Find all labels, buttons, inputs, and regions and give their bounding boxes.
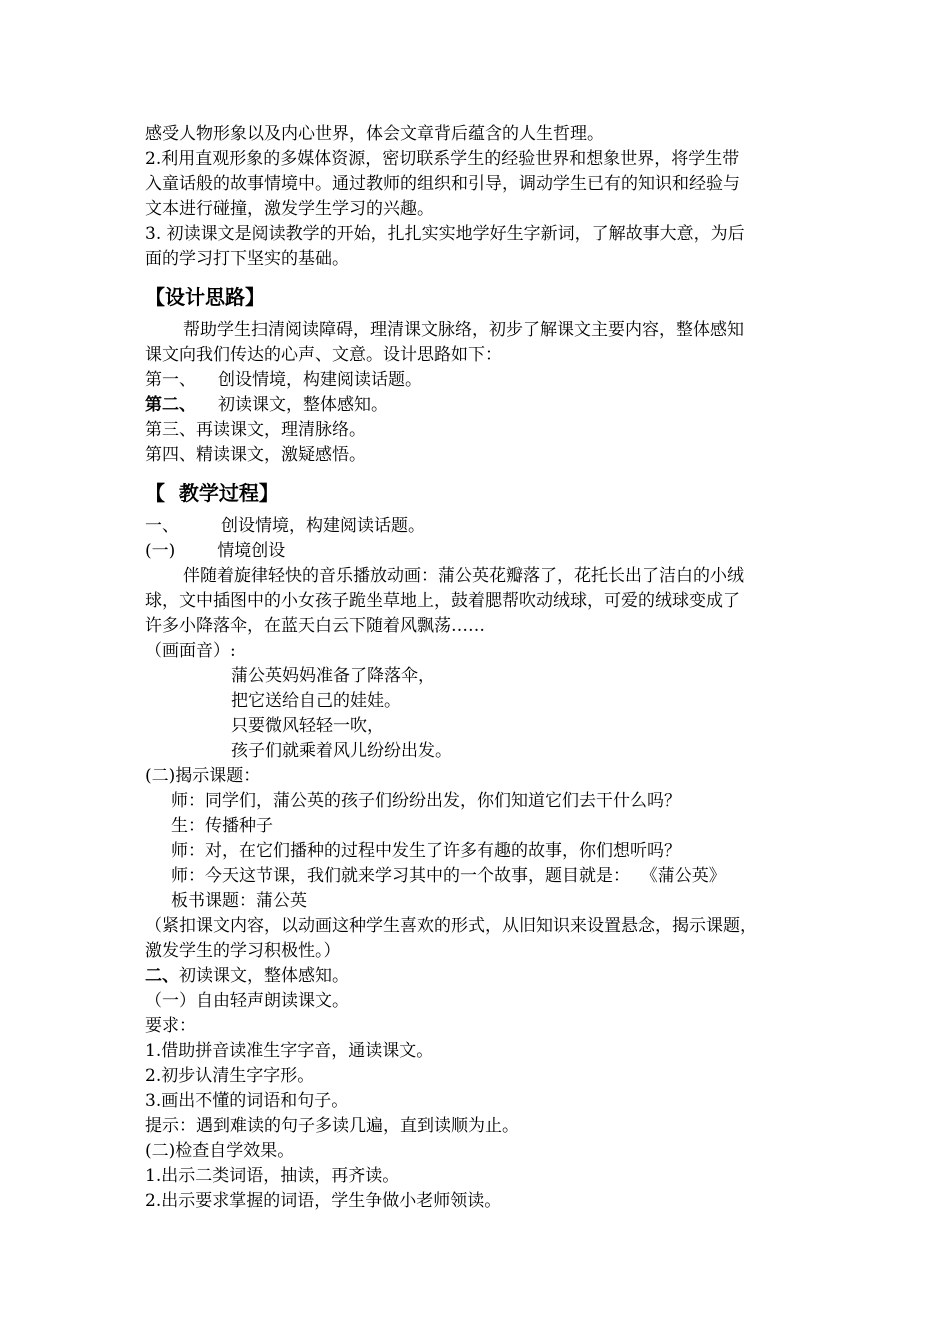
subsection-check: (二)检查自学效果。 [145,1141,295,1161]
text-line: 入童话般的故事情境中。通过教师的组织和引导，调动学生已有的知识和经验与 [145,174,740,194]
text-line: 激发学生的学习积极性。） [145,941,341,961]
poem-line: 孩子们就乘着风儿纷纷出发。 [231,741,452,761]
process-subsection-1 [145,539,815,564]
text-line: 许多小降落伞，在蓝天白云下随着风飘荡…… [145,616,485,636]
text-line: 感受人物形象以及内心世界，体会文章背后蕴含的人生哲理。 [145,124,604,144]
intro-goals [145,122,815,272]
design-paragraph [145,318,815,368]
subsection-reveal-title: (二)揭示课题： [145,766,261,786]
dialogue [145,789,815,914]
section-title: 初读课文，整体感知。 [179,966,349,986]
step-text: 再读课文，理清脉络。 [196,420,366,440]
tip-line: 提示：遇到难读的句子多读几遍，直到读顺为止。 [145,1116,519,1136]
subsection-number: (一) [145,541,176,561]
checks-list [145,1164,815,1214]
list-item: 3.画出不懂的词语和句子。 [145,1091,349,1111]
step-text: 创设情境，构建阅读话题。 [218,370,422,390]
text-line: 面的学习打下坚实的基础。 [145,249,349,269]
dialogue-line: 师：对，在它们播种的过程中发生了许多有趣的故事，你们想听吗？ [171,841,681,861]
text-line: （紧扣课文内容，以动画这种学生喜欢的形式，从旧知识来设置悬念，揭示课题， [145,916,757,936]
text-line: 帮助学生扫清阅读障碍，理清课文脉络，初步了解课文主要内容，整体感知 [183,320,744,340]
dialogue-line: 板书课题：蒲公英 [171,891,307,911]
design-step [145,393,815,418]
voiceover-label: （画面音）: [145,641,236,661]
dialogue-line: 师：今天这节课，我们就来学习其中的一个故事，题目就是： 《蒲公英》 [171,866,726,886]
step-text: 精读课文，激疑感悟。 [196,445,366,465]
text-line: 2.利用直观形象的多媒体资源，密切联系学生的经验世界和想象世界，将学生带 [145,149,740,169]
step-number: 第四、 [145,445,196,465]
subsection-free-reading: （一）自由轻声朗读课文。 [145,991,349,1011]
poem [145,664,815,764]
design-note [145,914,815,964]
step-number: 第一、 [145,370,196,390]
list-item: 1.出示二类词语，抽读，再齐读。 [145,1166,400,1186]
step-text: 初读课文，整体感知。 [218,395,388,415]
design-steps [145,368,815,468]
text-line: 课文向我们传达的心声、文意。设计思路如下： [145,345,502,365]
scene-paragraph [145,564,815,639]
list-item: 1.借助拼音读准生字字音，通读课文。 [145,1041,434,1061]
list-item: 2.出示要求掌握的词语，学生争做小老师领读。 [145,1191,502,1211]
section-heading-design: 【设计思路】 [145,285,265,309]
step-number: 第三、 [145,420,196,440]
section-number: 二、 [145,966,179,986]
design-step [145,418,815,443]
dialogue-line: 师：同学们，蒲公英的孩子们纷纷出发，你们知道它们去干什么吗？ [171,791,681,811]
poem-line: 只要微风轻轻一吹， [231,716,384,736]
poem-line: 把它送给自己的娃娃。 [231,691,401,711]
document-page [145,122,815,1214]
design-step [145,368,815,393]
process-section-1 [145,514,815,539]
text-line: 伴随着旋律轻快的音乐播放动画：蒲公英花瓣落了，花托长出了洁白的小绒 [183,566,744,586]
text-line: 球，文中插图中的小女孩子跪坐草地上，鼓着腮帮吹动绒球，可爱的绒球变成了 [145,591,740,611]
text-line: 文本进行碰撞，激发学生学习的兴趣。 [145,199,434,219]
section-number: 一、 [145,516,179,536]
text-line: 3. 初读课文是阅读教学的开始，扎扎实实地学好生字新词，了解故事大意，为后 [145,224,745,244]
process-section-2 [145,964,815,989]
list-item: 2.初步认清生字字形。 [145,1066,315,1086]
dialogue-line: 生：传播种子 [171,816,273,836]
poem-line: 蒲公英妈妈准备了降落伞， [231,666,435,686]
step-number: 第二、 [145,395,196,415]
subsection-title: 情境创设 [217,541,286,561]
section-heading-process: 【 教学过程】 [145,481,279,505]
section-title: 创设情境，构建阅读话题。 [221,516,425,536]
requirements-label: 要求： [145,1016,196,1036]
design-step [145,443,815,468]
requirements-list [145,1039,815,1114]
